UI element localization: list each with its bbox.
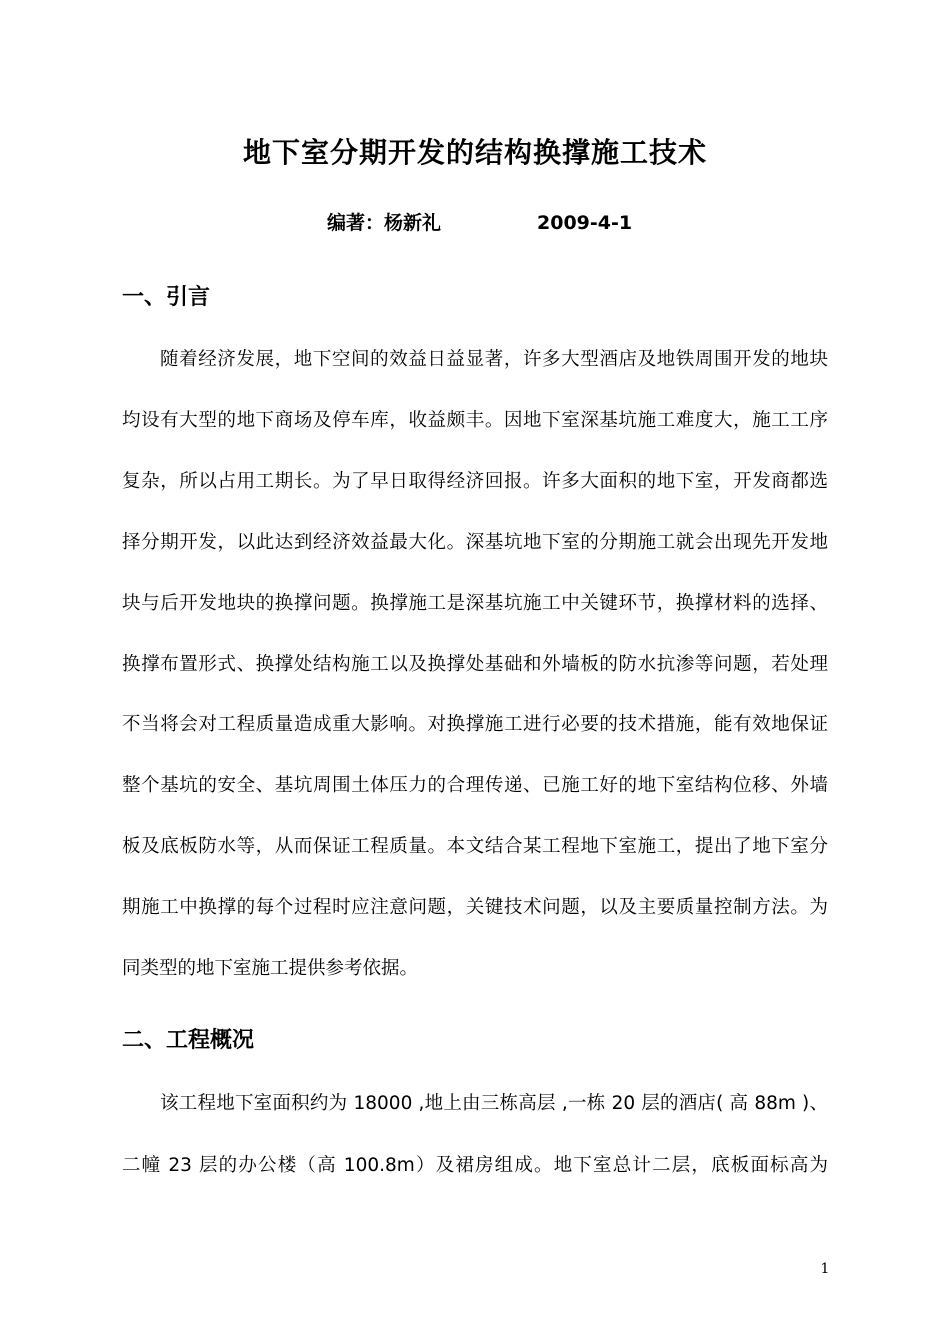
document-title: 地下室分期开发的结构换撑施工技术 [242, 136, 707, 169]
publish-date: 2009-4-1 [537, 212, 633, 234]
paragraph-line: 复杂，所以占用工期长。为了早日取得经济回报。许多大面积的地下室，开发商都选 [122, 471, 828, 492]
paragraph-line: 换撑布置形式、换撑处结构施工以及换撑处基础和外墙板的防水抗渗等问题，若处理 [122, 654, 828, 675]
paragraph-line: 该工程地下室面积约为 18000 ,地上由三栋高层 ,一栋 20 层的酒店( 高 88m )、 [160, 1093, 828, 1114]
page-number: 1 [820, 1261, 830, 1277]
byline [0, 208, 950, 238]
section-heading-project-overview: 二、工程概况 [122, 1028, 255, 1053]
paragraph-line: 二幢 23 层的办公楼（高 100.8m）及裙房组成。地下室总计二层，底板面标高为 [122, 1155, 828, 1176]
paragraph-line: 同类型的地下室施工提供参考依据。 [122, 958, 419, 979]
paragraph-line: 块与后开发地块的换撑问题。换撑施工是深基坑施工中关键环节，换撑材料的选择、 [122, 593, 828, 614]
paragraph-line: 整个基坑的安全、基坑周围土体压力的合理传递、已施工好的地下室结构位移、外墙 [122, 775, 828, 796]
paragraph-line: 随着经济发展，地下空间的效益日益显著，许多大型酒店及地铁周围开发的地块 [160, 349, 828, 370]
paragraph-line: 期施工中换撑的每个过程时应注意问题，关键技术问题，以及主要质量控制方法。为 [122, 897, 828, 918]
paragraph-line: 均设有大型的地下商场及停车库，收益颇丰。因地下室深基坑施工难度大，施工工序 [122, 410, 828, 431]
paragraph-line: 择分期开发，以此达到经济效益最大化。深基坑地下室的分期施工就会出现先开发地 [122, 532, 828, 553]
section-heading-introduction: 一、引言 [122, 285, 211, 310]
paragraph-line: 不当将会对工程质量造成重大影响。对换撑施工进行必要的技术措施，能有效地保证 [122, 714, 828, 735]
author-name: 编著：杨新礼 [327, 212, 442, 234]
paragraph-line: 板及底板防水等，从而保证工程质量。本文结合某工程地下室施工，提出了地下室分 [122, 836, 828, 857]
